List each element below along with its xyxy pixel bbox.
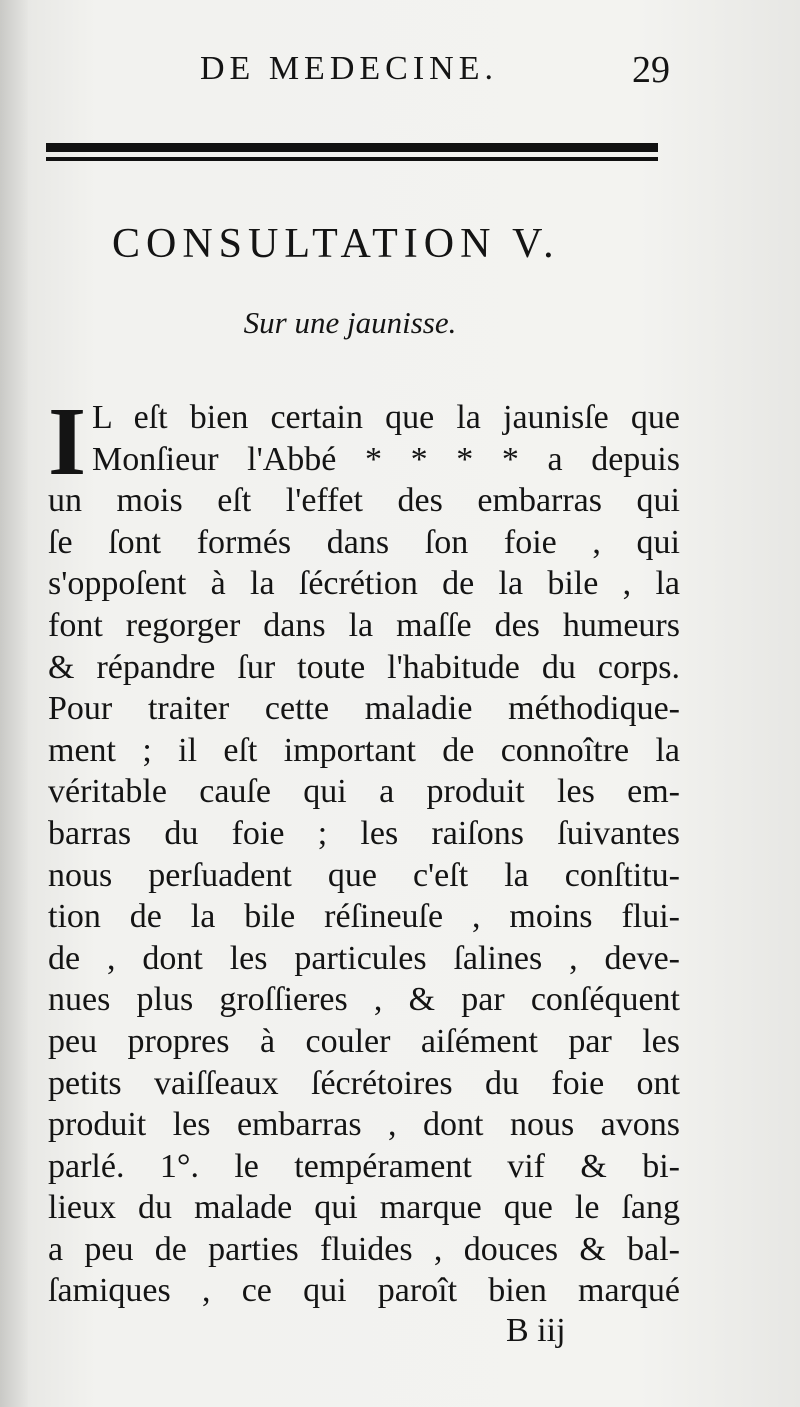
text-line: s'oppoſent à la ſécrétion de la bile , la bbox=[48, 565, 680, 603]
drop-cap: I bbox=[48, 388, 87, 496]
signature-mark: B iij bbox=[506, 1312, 566, 1349]
text-line: parlé. 1°. le tempérament vif & bi- bbox=[48, 1147, 680, 1185]
text-line: produit les embarras , dont nous avons bbox=[48, 1106, 680, 1144]
text-line: a peu de parties fluides , douces & bal- bbox=[48, 1230, 680, 1268]
text-line: un mois eſt l'effet des embarras qui bbox=[48, 482, 680, 520]
text-line: petits vaiſſeaux ſécrétoires du foie ont bbox=[48, 1064, 680, 1102]
text-line: véritable cauſe qui a produit les em- bbox=[48, 773, 680, 811]
header-rule-thin bbox=[46, 157, 658, 161]
text-line: Pour traiter cette maladie méthodique- bbox=[48, 690, 680, 728]
page-number: 29 bbox=[632, 49, 670, 91]
text-line: ſe ſont formés dans ſon foie , qui bbox=[48, 523, 680, 561]
body-text bbox=[48, 388, 680, 1312]
text-line: barras du foie ; les raiſons ſuivantes bbox=[48, 814, 680, 852]
text-line: nues plus groſſieres , & par conſéquent bbox=[48, 981, 680, 1019]
text-line: Monſieur l'Abbé * * * * a depuis bbox=[92, 440, 680, 478]
chapter-subtitle: Sur une jaunisse. bbox=[243, 305, 457, 340]
text-line: & répandre ſur toute l'habitude du corps. bbox=[48, 648, 680, 686]
text-line: tion de la bile réſineuſe , moins flui- bbox=[48, 898, 680, 936]
text-line: lieux du malade qui marque que le ſang bbox=[48, 1189, 680, 1227]
text-line: font regorger dans la maſſe des humeurs bbox=[48, 606, 680, 644]
text-line: peu propres à couler aiſément par les bbox=[48, 1022, 680, 1060]
text-line: L eſt bien certain que la jaunisſe que bbox=[92, 399, 680, 436]
text-line: ſamiques , ce qui paroît bien marqué bbox=[48, 1272, 680, 1310]
text-line: ment ; il eſt important de connoître la bbox=[48, 731, 680, 769]
text-line: de , dont les particules ſalines , deve- bbox=[48, 939, 680, 977]
gutter-shadow bbox=[0, 0, 28, 1407]
text-line: nous perſuadent que c'eſt la conſtitu- bbox=[48, 856, 680, 894]
running-head: DE MEDECINE. bbox=[200, 50, 498, 87]
header-rule-thick bbox=[46, 143, 658, 152]
chapter-title: CONSULTATION V. bbox=[112, 221, 560, 267]
